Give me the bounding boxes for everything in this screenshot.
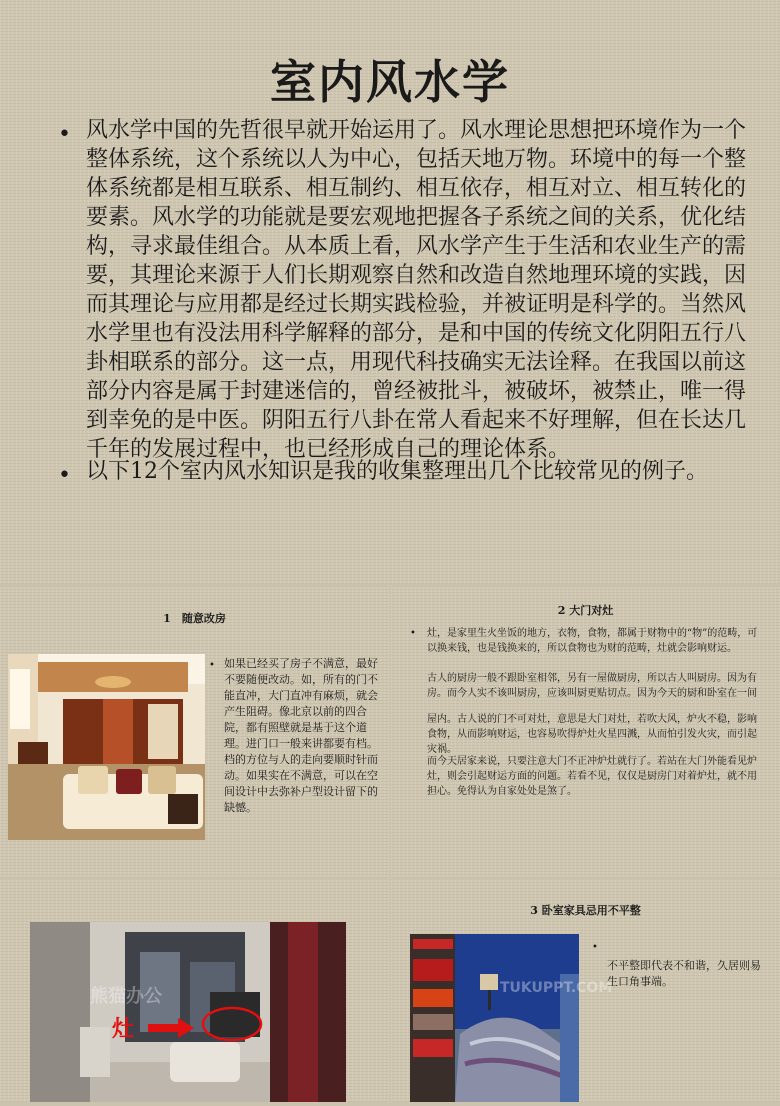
- living-room-photo: [8, 654, 205, 840]
- bedroom-photo: [410, 934, 613, 1102]
- watermark-text: 熊猫办公: [90, 986, 162, 1007]
- bullet-dot: •: [592, 942, 598, 953]
- bullet-dot: •: [58, 122, 71, 147]
- slide-body-text: 不平整即代表不和谐，久居则易生口角事端。: [607, 959, 761, 988]
- page-title: 室内风水学: [270, 55, 510, 109]
- living-room-image: [8, 654, 205, 840]
- slide-body-text: 如果已经买了房子不满意，最好不要随便改动。如，所有的门不能直冲，大门直冲有麻烦，就会产生阻碍。像北京以前的四合院，都有照壁就是基于这个道理。进门口一般来讲都要有档。档的方位与人的走向要顺时针而动。如果实在不满意，可以在空间设计中去弥补户型设计留下的缺憾。: [224, 657, 378, 814]
- slide-body-line-2: 古人的厨房一般不跟卧室相邻，另有一屋做厨房，所以古人叫厨房。因为有房。而今人实不该叫厨房，应该叫厨更贴切点。因为今天的厨和卧室在一间: [427, 673, 757, 699]
- slide-door-facing-stove: [391, 586, 780, 878]
- slide-body-line-1: 灶，是家里生火坐饭的地方，衣物，食物，都属于财物中的“物”的范畴，可以换来钱，也是钱换来的，所以食物也为财的范畴，灶就会影响财运。: [427, 628, 758, 654]
- slide-title: 2 大门对灶: [557, 604, 614, 617]
- slide-bedroom-furniture: [391, 880, 780, 1102]
- slide-door-stove-photo: [0, 880, 389, 1102]
- slide-title: 1 随意改房: [163, 612, 226, 625]
- arrow-icon: [148, 1018, 194, 1038]
- intro-paragraph: 风水学中国的先哲很早就开始运用了。风水理论思想把环境作为一个整体系统，这个系统以人为中心，包括天地万物。环境中的每一个整体系统都是相互联系、相互制约、相互依存，相互对立、相互转化的要素。风水学的功能就是要宏观地把握各子系统之间的关系，优化结构，寻求最佳组合。从本质上看，风水学产生于生活和农业生产的需要，其理论来源于人们长期观察自然和改造自然地理环境的实践，因而其理论与应用都是经过长期实践检验，并被证明是科学的。当然风水学里也有没法用科学解释的部分，是和中国的传统文化阴阳五行八卦相联系的部分。这一点，用现代科技确实无法诠释。在我国以前这部分内容是属于封建迷信的，曾经被批斗，被破坏，被禁止，唯一得到幸免的是中医。阴阳五行八卦在常人看起来不好理解，但在长达几千年的发展过程中，也已经形成自己的理论体系。: [86, 118, 747, 462]
- slide-body-line-4: 而今天居家来说，只要注意大门不正冲炉灶就行了。若站在大门外能看见炉灶，则会引起财运方面的问题。若看不见，仅仅是厨房门对着炉灶，就不用担心。免得认为自家处处是煞了。: [427, 756, 757, 797]
- slide-title: 3 卧室家具忌用不平整: [530, 904, 641, 917]
- slide-body-line-3: 屋内。古人说的门不可对灶，意思是大门对灶，若吹大风，炉火不稳，影响食物，从而影响财运，也容易吹得炉灶火星四溅，从而怕引发火灾，而引起灾祸。: [427, 714, 757, 755]
- bullet-dot: •: [58, 463, 71, 488]
- summary-paragraph: 以下12个室内风水知识是我的收集整理出几个比较常见的例子。: [86, 459, 708, 484]
- bullet-dot: •: [209, 660, 215, 671]
- bullet-dot: •: [410, 628, 416, 639]
- corridor-photo: [30, 922, 346, 1102]
- stove-label: 灶: [112, 1016, 135, 1042]
- highlight-circle-icon: [200, 1004, 264, 1044]
- slide-random-remodel: [0, 586, 389, 878]
- bedroom-image: [410, 934, 579, 1102]
- watermark-text: TUKUPPT.COM: [500, 980, 613, 996]
- corridor-image: [30, 922, 346, 1102]
